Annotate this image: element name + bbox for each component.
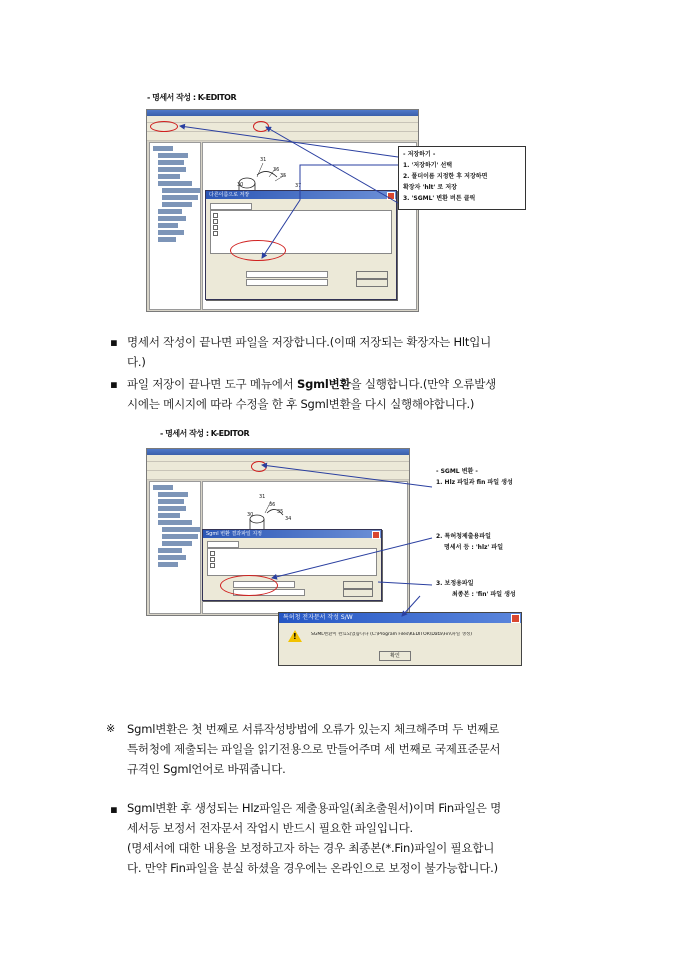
callout-step: 3. 보정용파일 <box>436 580 474 587</box>
callout-step: 2. 폴더이름 지정한 후 저장하면 <box>403 173 488 180</box>
bullet-text-cont: 다.) <box>127 355 146 369</box>
bullet-text: 명세서 작성이 끝나면 파일을 저장합니다.(이때 저장되는 확장자는 Hlt입니 <box>127 335 492 349</box>
callout-step: 명세서 등 : 'hlz' 파일 <box>444 544 504 551</box>
figure-number: 36 <box>269 502 276 508</box>
note-line: Sgml변환은 첫 번째로 서류작성방법에 오류가 있는지 체크해주며 두 번째로 <box>127 722 500 736</box>
figure1-caption: - 명세서 작성 : K-EDITOR <box>147 93 237 102</box>
note-marker: ※ <box>106 722 116 735</box>
callout-step: 확장자 'hlt' 로 저장 <box>403 184 457 191</box>
figure2-caption: - 명세서 작성 : K-EDITOR <box>160 429 250 438</box>
callout-step: 3. 'SGML' 변환 버튼 클릭 <box>403 195 476 202</box>
figure-number: 36 <box>273 167 280 173</box>
bullet-line: 다. 만약 Fin파일을 분실 하셨을 경우에는 온라인으로 보정이 불가능합니다.) <box>127 861 498 875</box>
message-text: SGML변환이 완료되었습니다 (C:\Program Files\KEDITOR\Data\Fin\파일 생성) <box>311 632 473 637</box>
callout-step: 2. 특허청제출용파일 <box>436 533 491 540</box>
annotation-arrows-2 <box>0 420 680 680</box>
bullet-line: Sgml변환 후 생성되는 Hlz파일은 제출용파일(최초출원서)이며 Fin파일은 명 <box>127 801 502 815</box>
message-box-title: 특허청 전자문서 작성 S/W <box>279 613 521 623</box>
figure-number: 35 <box>280 173 287 179</box>
callout-step: 1. '저장하기' 선택 <box>403 162 453 169</box>
callout-title: - SGML 변환 - <box>436 468 478 475</box>
bullet-text-cont: 시에는 메시지에 따라 수정을 한 후 Sgml변환을 다시 실행해야합니다.) <box>127 397 475 411</box>
bullet-text: 파일 저장이 끝나면 도구 메뉴에서 Sgml변환을 실행합니다.(만약 오류발생 <box>127 377 497 391</box>
figure-number: 34 <box>285 516 292 522</box>
dialog-title: Sgml 변환 결과파일 지정 <box>203 530 381 538</box>
ok-button[interactable]: 확인 <box>379 651 411 661</box>
dialog-title: 다른이름으로 저장 <box>206 191 396 199</box>
bullet-line: (명세서에 대한 내용을 보정하고자 하는 경우 최종본(*.Fin)파일이 필요합니 <box>127 841 495 855</box>
figure-number: 30 <box>247 512 254 518</box>
figure-number: 30 <box>237 182 244 188</box>
conversion-message-box: 특허청 전자문서 작성 S/W ! SGML변환이 완료되었습니다 (C:\Program Files\KEDITOR\Data\Fin\파일 생성) 확인 <box>278 612 522 666</box>
note-line: 규격인 Sgml언어로 바꿔줍니다. <box>127 762 286 776</box>
callout-step: 1. Hlz 파일과 fin 파일 생성 <box>436 479 513 486</box>
figure-number: 37 <box>295 183 302 189</box>
callout-step: 최종본 : 'fin' 파일 생성 <box>452 591 516 598</box>
bullet-marker: ▪ <box>110 335 118 349</box>
note-line: 특허청에 제출되는 파일을 읽기전용으로 만들어주며 세 번째로 국제표준문서 <box>127 742 501 756</box>
bullet-marker: ▪ <box>110 377 118 391</box>
sgml-keyword: Sgml변환 <box>297 377 351 391</box>
bullet-marker: ▪ <box>110 802 118 816</box>
callout-title: - 저장하기 - <box>403 151 436 158</box>
annotation-arrows-1 <box>0 0 680 340</box>
figure-number: 31 <box>260 157 267 163</box>
figure-number: 35 <box>277 509 284 515</box>
bullet-line: 세서등 보정서 전자문서 작업시 반드시 필요한 파일입니다. <box>127 821 414 835</box>
figure-number: 31 <box>259 494 266 500</box>
